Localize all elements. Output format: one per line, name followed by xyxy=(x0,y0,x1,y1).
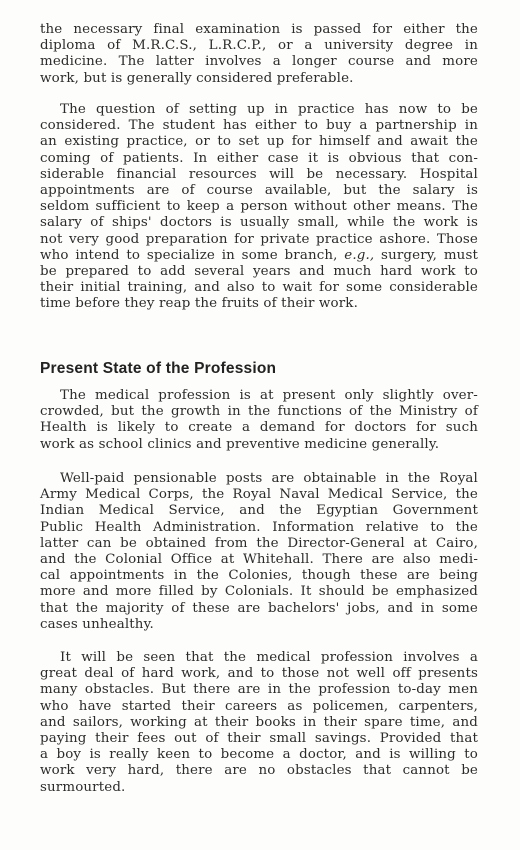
text-line: salary of ships' doctors is usually small, while the work is xyxy=(40,215,478,231)
text-line: Army Medical Corps, the Royal Naval Medical Service, the xyxy=(40,487,478,503)
text-line: be prepared to add several years and much hard work to xyxy=(40,264,478,280)
text-line: the necessary final examination is passed for either the xyxy=(40,22,478,37)
text-line: time before they reap the fruits of their work. xyxy=(40,296,358,312)
text-line: great deal of hard work, and to those not well off presents xyxy=(40,666,478,682)
text-line: seldom sufficient to keep a person without other means. The xyxy=(40,199,478,215)
text-line: Public Health Administration. Information relative to the xyxy=(40,519,478,535)
paragraph-overcrowded xyxy=(40,388,478,453)
text-line: diploma of M.R.C.S., L.R.C.P., or a university degree in xyxy=(40,38,478,54)
text-line: work as school clinics and preventive medicine generally. xyxy=(40,436,440,452)
text-line: work very hard, there are no obstacles that cannot be xyxy=(40,763,478,779)
text-line: coming of patients. In either case it is obvious that con- xyxy=(40,150,478,166)
text-line: and sailors, working at their books in their spare time, and xyxy=(40,714,478,730)
text-line: an existing practice, or to set up for himself and await the xyxy=(40,134,478,150)
text-line: The medical profession is at present only slightly over- xyxy=(60,388,478,403)
text-line: siderable financial resources will be necessary. Hospital xyxy=(40,166,478,182)
text-line: appointments are of course available, but the salary is xyxy=(40,183,478,199)
text-line: considered. The student has either to buy a partnership in xyxy=(40,118,478,134)
text-line: and the Colonial Office at Whitehall. There are also medi- xyxy=(40,552,478,568)
text-line: many obstacles. But there are in the profession to-day men xyxy=(40,682,478,698)
text-line: paying their fees out of their small savings. Provided that xyxy=(40,731,478,747)
paragraph-setting-up-practice xyxy=(40,102,478,313)
text-line: latter can be obtained from the Director-General at Cairo, xyxy=(40,535,478,551)
text-line: surmourted. xyxy=(40,779,126,795)
text-line: more and more filled by Colonials. It should be emphasized xyxy=(40,584,478,600)
text-line: their initial training, and also to wait for some considerable xyxy=(40,280,478,296)
section-heading: Present State of the Profession xyxy=(40,360,277,377)
text-line: who have started their careers as policemen, carpenters, xyxy=(40,698,478,714)
italic-abbreviation: e.g., xyxy=(344,247,375,263)
text-line: that the majority of these are bachelors' jobs, and in some xyxy=(40,600,478,616)
paragraph-pensionable-posts xyxy=(40,471,478,633)
text-line: medicine. The latter involves a longer course and more xyxy=(40,54,478,70)
text-line: a boy is really keen to become a doctor, and is willing to xyxy=(40,747,478,763)
paragraph-final-examination xyxy=(40,22,478,87)
text-line: cal appointments in the Colonies, though these are being xyxy=(40,568,478,584)
text-line: not very good preparation for private practice ashore. Those xyxy=(40,231,478,247)
text-line: who intend to specialize in some branch, e.g., surgery, must xyxy=(40,247,478,263)
paragraph-hard-work xyxy=(40,650,478,796)
text-line: crowded, but the growth in the functions of the Ministry of xyxy=(40,404,478,420)
text-line: The question of setting up in practice has now to be xyxy=(60,102,478,117)
text-line: work, but is generally considered preferable. xyxy=(40,70,354,86)
text-line: Indian Medical Service, and the Egyptian Government xyxy=(40,503,478,519)
text-line: It will be seen that the medical profession involves a xyxy=(60,650,478,665)
text-line: cases unhealthy. xyxy=(40,616,154,632)
text-line: Well-paid pensionable posts are obtainable in the Royal xyxy=(60,471,478,486)
text-line: Health is likely to create a demand for doctors for such xyxy=(40,420,478,436)
